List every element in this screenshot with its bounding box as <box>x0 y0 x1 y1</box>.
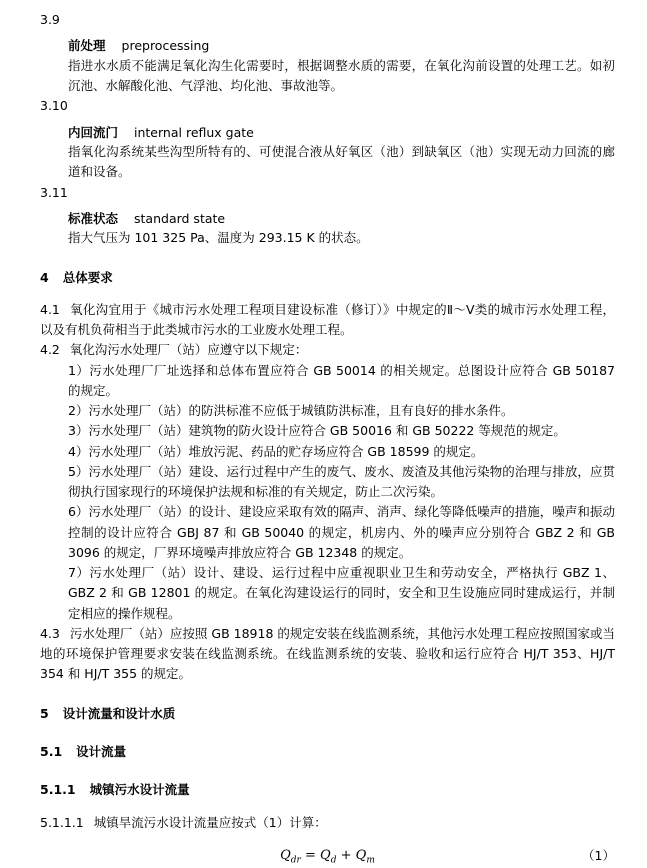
clause-number-3-11: 3.11 <box>40 184 68 200</box>
term-entry-standard-state <box>68 209 615 228</box>
section-heading-5-1-1 <box>40 780 615 799</box>
spacer <box>40 833 615 846</box>
clause-text: 氧化沟宜用于《城市污水处理工程项目建设标准（修订）》中规定的Ⅱ～Ⅴ类的城市污水处理工程，以及有机负荷相当于此类城市污水的工业废水处理工程。 <box>40 301 615 338</box>
spacer <box>40 202 615 209</box>
clause-number: 5.1.1.1 <box>40 814 84 830</box>
sub-item-4-2-6: 6）污水处理厂（站）的设计、建设应采取有效的隔声、消声、绿化等降低噪声的措施，噪声和振动控制的设计应符合 GBJ 87 和 GB 50040 的规定，机房内、外的噪声应分别符合 GBZ 2 和 GB 3096 的规定，厂界环境噪声排放应符合 GB 12348 的规定。 <box>68 504 615 560</box>
sub-item-4-2-5: 5）污水处理厂（站）建设、运行过程中产生的废气、废水、废渣及其他污染物的治理与排放，应贯彻执行国家现行的环境保护法规和标准的有关规定，防止二次污染。 <box>68 463 615 500</box>
spacer <box>40 287 615 300</box>
sub-item-4-2-2: 2）污水处理厂（站）的防洪标准不应低于城镇防洪标准，且有良好的排水条件。 <box>68 403 514 419</box>
term-chinese: 标准状态 <box>68 210 119 226</box>
clause-4-1 <box>40 300 615 341</box>
document-content <box>40 10 615 868</box>
term-definition-preprocessing: 指进水水质不能满足氧化沟生化需要时，根据调整水质的需要，在氧化沟前设置的处理工艺。如初沉池、水解酸化池、气浮池、均化池、事故池等。 <box>68 57 615 93</box>
sub-item-4-2-4: 4）污水处理厂（站）堆放污泥、药品的贮存场应符合 GB 18599 的规定。 <box>68 443 484 459</box>
term-entry-preprocessing <box>68 36 615 55</box>
clause-number: 4.1 <box>40 301 60 317</box>
formula-number: （1） <box>582 848 615 863</box>
section-number: 5.1.1 <box>40 782 76 798</box>
spacer <box>40 761 615 780</box>
term-definition-internal-reflux-gate: 指氧化沟系统某些沟型所特有的、可使混合液从好氧区（池）到缺氧区（池）实现无动力回流的廊道和设备。 <box>68 144 615 180</box>
clause-text: 污水处理厂（站）应按照 GB 18918 的规定安装在线监测系统，其他污水处理工程应按照国家或当地的环境保护管理要求安装在线监测系统。在线监测系统的安装、验收和运行应符合 HJ/T 353、HJ/T 354 和 HJ/T 355 的规定。 <box>40 625 615 682</box>
term-chinese: 内回流门 <box>68 124 119 140</box>
sub-item-4-2-7: 7）污水处理厂（站）设计、建设、运行过程中应重视职业卫生和劳动安全，严格执行 GBZ 1、GBZ 2 和 GB 12801 的规定。在氧化沟建设运行的同时，安全和卫生设施应同时建成运行，并制定相应的操作规程。 <box>68 565 615 621</box>
section-title: 城镇污水设计流量 <box>89 782 190 798</box>
clause-number-3-10: 3.10 <box>40 98 68 114</box>
clause-number: 4.3 <box>40 625 60 641</box>
term-english: preprocessing <box>121 38 210 54</box>
term-definition-standard-state: 指大气压为 101 325 Pa、温度为 293.15 K 的状态。 <box>68 230 369 246</box>
sub-item-4-2-3: 3）污水处理厂（站）建筑物的防火设计应符合 GB 50016 和 GB 50222 等规范的规定。 <box>68 423 566 439</box>
term-entry-internal-reflux-gate <box>68 123 615 142</box>
section-title: 设计流量和设计水质 <box>62 705 176 721</box>
spacer <box>40 29 615 36</box>
clause-text: 城镇旱流污水设计流量应按式（1）计算： <box>93 814 327 830</box>
spacer <box>40 685 615 704</box>
term-english: standard state <box>134 210 226 226</box>
spacer <box>40 723 615 742</box>
section-heading-5-1 <box>40 742 615 761</box>
section-number: 5.1 <box>40 744 63 759</box>
formula-lhs: $Q_{dr}$ <box>280 848 301 866</box>
sub-item-4-2-1: 1）污水处理厂厂址选择和总体布置应符合 GB 50014 的相关规定。总图设计应符合 GB 50187 的规定。 <box>68 362 615 398</box>
formula-term-2-subscript: m <box>366 855 375 866</box>
formula-equals: = <box>300 848 321 863</box>
clause-number-3-9: 3.9 <box>40 12 60 27</box>
clause-text: 氧化沟污水处理厂（站）应遵守以下规定： <box>69 342 308 358</box>
clause-4-2 <box>40 340 615 360</box>
formula-plus: + <box>336 848 356 863</box>
spacer <box>40 800 615 813</box>
section-heading-5 <box>40 704 615 723</box>
section-heading-4 <box>40 268 615 287</box>
term-english: internal reflux gate <box>134 124 254 140</box>
clause-5-1-1-1 <box>40 813 615 833</box>
term-chinese: 前处理 <box>68 38 106 54</box>
clause-number: 4.2 <box>40 342 60 358</box>
formula-1 <box>40 846 615 868</box>
section-number: 4 <box>40 269 49 285</box>
formula-term-2: $Q_m$ <box>355 848 375 866</box>
section-title: 设计流量 <box>76 744 127 759</box>
clause-4-3 <box>40 624 615 685</box>
spacer <box>40 249 615 268</box>
section-title: 总体要求 <box>62 269 113 285</box>
formula-lhs-subscript: dr <box>290 855 301 866</box>
formula-term-1: $Q_d$ <box>320 848 337 866</box>
spacer <box>40 116 615 123</box>
formula-term-1-subscript: d <box>330 855 337 866</box>
section-number: 5 <box>40 705 49 721</box>
